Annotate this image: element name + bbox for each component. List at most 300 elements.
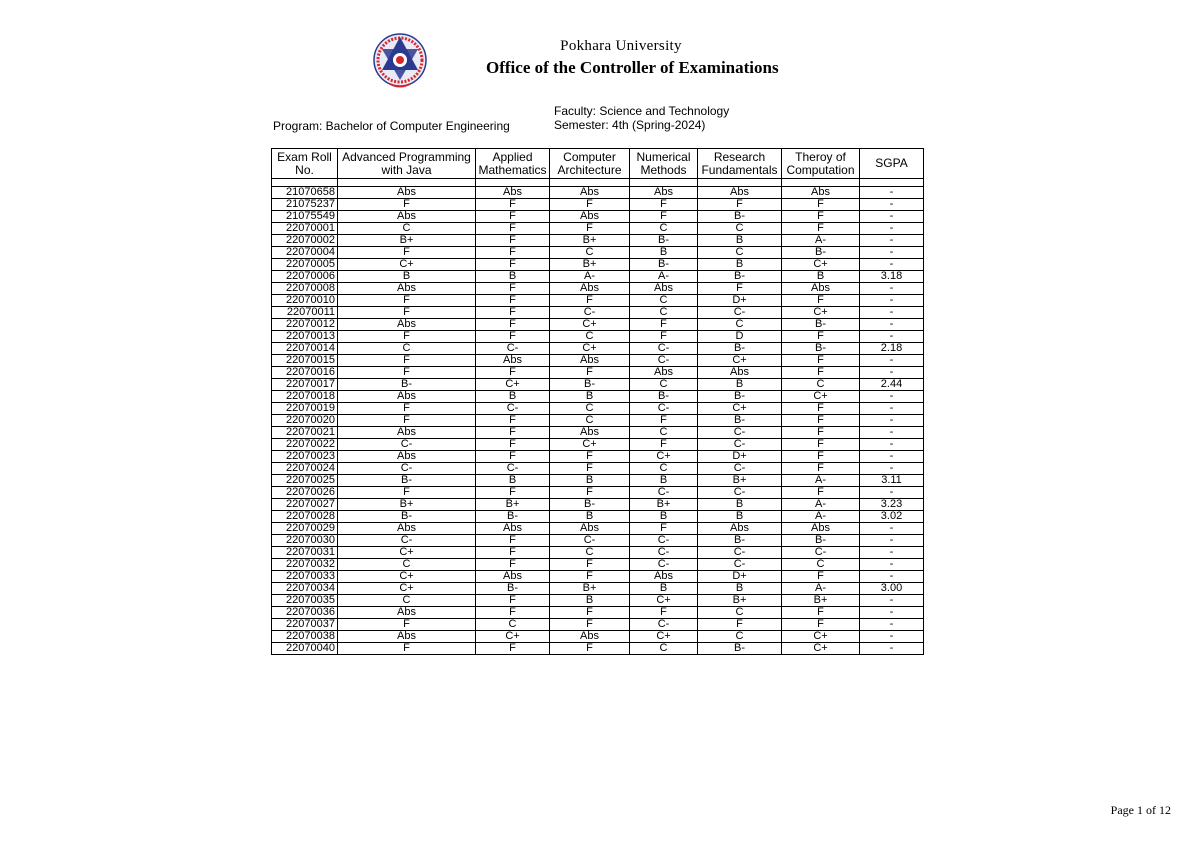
grade-cell: F <box>782 211 860 223</box>
table-row <box>272 475 924 487</box>
grade-cell: Abs <box>476 571 550 583</box>
column-header: Theroy of Computation <box>782 149 860 179</box>
sgpa-cell: 3.02 <box>860 511 924 523</box>
grade-cell: D <box>698 331 782 343</box>
sgpa-cell: 3.18 <box>860 271 924 283</box>
grade-cell: C+ <box>698 403 782 415</box>
grade-cell: F <box>338 307 476 319</box>
grade-cell: B <box>630 511 698 523</box>
grade-cell: A- <box>782 235 860 247</box>
grade-cell: C- <box>630 343 698 355</box>
sgpa-cell: - <box>860 319 924 331</box>
university-header <box>486 38 826 78</box>
grade-cell: B- <box>698 643 782 655</box>
exam-roll-cell: 22070026 <box>272 487 338 499</box>
grade-cell: C- <box>630 619 698 631</box>
grade-cell: B+ <box>476 499 550 511</box>
grade-cell: B- <box>630 235 698 247</box>
grade-cell: C+ <box>476 631 550 643</box>
table-row <box>272 379 924 391</box>
column-header: Numerical Methods <box>630 149 698 179</box>
grade-cell: B+ <box>630 499 698 511</box>
grade-cell: B <box>476 271 550 283</box>
sgpa-cell: - <box>860 523 924 535</box>
grade-cell: F <box>630 331 698 343</box>
grade-cell: Abs <box>550 283 630 295</box>
table-header-row <box>272 149 924 179</box>
grade-cell: F <box>630 607 698 619</box>
sgpa-cell: 2.44 <box>860 379 924 391</box>
grade-cell: B <box>698 511 782 523</box>
grade-cell: B <box>630 475 698 487</box>
sgpa-cell: - <box>860 403 924 415</box>
grade-cell: F <box>476 223 550 235</box>
grade-cell: C- <box>550 307 630 319</box>
grade-cell: B <box>698 379 782 391</box>
table-row <box>272 223 924 235</box>
grade-cell: B <box>630 247 698 259</box>
grade-cell: B- <box>698 343 782 355</box>
grade-cell: B <box>782 271 860 283</box>
grade-cell: Abs <box>550 631 630 643</box>
grade-cell: D+ <box>698 571 782 583</box>
column-header: Research Fundamentals <box>698 149 782 179</box>
grade-cell: F <box>550 643 630 655</box>
grade-cell: F <box>476 559 550 571</box>
grade-cell: F <box>476 247 550 259</box>
grade-cell: F <box>630 439 698 451</box>
grade-cell: B <box>698 583 782 595</box>
grade-cell: C <box>698 607 782 619</box>
grade-cell: C- <box>550 535 630 547</box>
grade-cell: F <box>338 619 476 631</box>
exam-roll-cell: 22070028 <box>272 511 338 523</box>
sgpa-cell: - <box>860 451 924 463</box>
sgpa-cell: - <box>860 607 924 619</box>
grade-cell: F <box>476 283 550 295</box>
grade-cell: F <box>476 643 550 655</box>
exam-roll-cell: 22070005 <box>272 259 338 271</box>
exam-roll-cell: 21070658 <box>272 187 338 199</box>
sgpa-cell: - <box>860 259 924 271</box>
grade-cell: F <box>476 487 550 499</box>
grade-cell: F <box>782 367 860 379</box>
grade-cell: B- <box>698 415 782 427</box>
grade-cell: C- <box>630 535 698 547</box>
exam-roll-cell: 22070029 <box>272 523 338 535</box>
exam-roll-cell: 22070031 <box>272 547 338 559</box>
table-row <box>272 499 924 511</box>
grade-cell: F <box>782 487 860 499</box>
grade-cell: C <box>550 331 630 343</box>
grade-cell: C- <box>630 547 698 559</box>
grade-cell: F <box>338 643 476 655</box>
grade-cell: F <box>782 331 860 343</box>
exam-roll-cell: 22070035 <box>272 595 338 607</box>
grade-cell: B <box>698 499 782 511</box>
grade-cell: B <box>550 391 630 403</box>
exam-roll-cell: 22070014 <box>272 343 338 355</box>
grade-cell: F <box>338 199 476 211</box>
grade-cell: C+ <box>550 439 630 451</box>
grade-cell: F <box>550 463 630 475</box>
table-row <box>272 463 924 475</box>
exam-roll-cell: 22070034 <box>272 583 338 595</box>
table-row <box>272 235 924 247</box>
grade-cell: A- <box>782 583 860 595</box>
exam-roll-cell: 22070006 <box>272 271 338 283</box>
grade-cell: C- <box>630 487 698 499</box>
grade-cell: F <box>476 211 550 223</box>
grade-cell: F <box>476 307 550 319</box>
exam-roll-cell: 22070038 <box>272 631 338 643</box>
grade-cell: Abs <box>338 523 476 535</box>
grade-cell: Abs <box>698 367 782 379</box>
grade-cell: B- <box>338 511 476 523</box>
grade-cell: C- <box>630 559 698 571</box>
grade-cell: C- <box>698 487 782 499</box>
grade-cell: F <box>630 523 698 535</box>
sgpa-cell: - <box>860 199 924 211</box>
grade-cell: F <box>338 247 476 259</box>
table-row <box>272 367 924 379</box>
table-row <box>272 571 924 583</box>
table-row <box>272 355 924 367</box>
grade-cell: B+ <box>338 499 476 511</box>
grade-cell: B- <box>698 535 782 547</box>
table-row <box>272 187 924 199</box>
exam-roll-cell: 22070011 <box>272 307 338 319</box>
grade-cell: C <box>550 415 630 427</box>
grade-cell: B <box>550 475 630 487</box>
grade-cell: B <box>338 271 476 283</box>
grade-cell: Abs <box>630 571 698 583</box>
table-row <box>272 583 924 595</box>
column-header: Advanced Programming with Java <box>338 149 476 179</box>
grade-cell: Abs <box>338 607 476 619</box>
grade-cell: C+ <box>630 595 698 607</box>
grade-cell: Abs <box>338 211 476 223</box>
table-row <box>272 439 924 451</box>
grade-cell: F <box>550 619 630 631</box>
grade-cell: C+ <box>782 259 860 271</box>
exam-roll-cell: 22070027 <box>272 499 338 511</box>
table-row <box>272 259 924 271</box>
exam-roll-cell: 22070012 <box>272 319 338 331</box>
exam-roll-cell: 21075237 <box>272 199 338 211</box>
grade-cell: C+ <box>698 355 782 367</box>
grade-cell: B+ <box>698 475 782 487</box>
grade-cell: F <box>630 415 698 427</box>
grade-cell: C- <box>338 439 476 451</box>
grade-cell: F <box>476 607 550 619</box>
sgpa-cell: - <box>860 487 924 499</box>
sgpa-cell: - <box>860 295 924 307</box>
grade-cell: C- <box>476 463 550 475</box>
grade-cell: F <box>782 415 860 427</box>
grade-cell: B- <box>550 499 630 511</box>
grade-cell: F <box>550 451 630 463</box>
exam-roll-cell: 22070025 <box>272 475 338 487</box>
sgpa-cell: - <box>860 571 924 583</box>
grade-cell: C+ <box>338 571 476 583</box>
exam-roll-cell: 22070015 <box>272 355 338 367</box>
table-row <box>272 619 924 631</box>
table-row <box>272 295 924 307</box>
sgpa-cell: 3.23 <box>860 499 924 511</box>
table-row <box>272 247 924 259</box>
grade-cell: F <box>550 223 630 235</box>
grade-cell: B- <box>698 271 782 283</box>
grade-cell: B- <box>782 247 860 259</box>
grade-cell: B- <box>782 343 860 355</box>
grade-cell: F <box>550 487 630 499</box>
table-row <box>272 211 924 223</box>
table-row <box>272 415 924 427</box>
exam-roll-cell: 21075549 <box>272 211 338 223</box>
sgpa-cell: - <box>860 355 924 367</box>
grade-cell: C <box>550 547 630 559</box>
grade-cell: C+ <box>782 391 860 403</box>
grade-cell: F <box>698 283 782 295</box>
table-row <box>272 523 924 535</box>
table-row <box>272 199 924 211</box>
grade-cell: C- <box>476 343 550 355</box>
table-row <box>272 427 924 439</box>
exam-roll-cell: 22070010 <box>272 295 338 307</box>
grade-cell: Abs <box>782 283 860 295</box>
grade-cell: F <box>782 571 860 583</box>
sgpa-cell: - <box>860 223 924 235</box>
grade-cell: F <box>476 415 550 427</box>
grade-cell: C- <box>698 439 782 451</box>
grade-cell: B- <box>550 379 630 391</box>
table-row <box>272 595 924 607</box>
grade-cell: C+ <box>782 631 860 643</box>
grade-cell: Abs <box>338 319 476 331</box>
exam-roll-cell: 22070004 <box>272 247 338 259</box>
grade-cell: F <box>476 331 550 343</box>
grade-cell: C+ <box>630 631 698 643</box>
exam-roll-cell: 22070033 <box>272 571 338 583</box>
grade-cell: B- <box>630 259 698 271</box>
grade-cell: F <box>782 607 860 619</box>
grade-cell: F <box>782 223 860 235</box>
grade-cell: B <box>630 583 698 595</box>
grade-cell: F <box>782 355 860 367</box>
grade-cell: F <box>338 331 476 343</box>
sgpa-cell: - <box>860 187 924 199</box>
grade-cell: C <box>338 559 476 571</box>
grade-cell: C+ <box>550 319 630 331</box>
grade-cell: F <box>338 355 476 367</box>
grade-cell: C- <box>782 547 860 559</box>
grade-cell: F <box>476 259 550 271</box>
table-row <box>272 283 924 295</box>
grade-cell: B+ <box>550 235 630 247</box>
exam-roll-cell: 22070024 <box>272 463 338 475</box>
grade-cell: B- <box>476 583 550 595</box>
grade-cell: F <box>630 319 698 331</box>
grade-cell: D+ <box>698 295 782 307</box>
grade-cell: Abs <box>550 187 630 199</box>
grade-cell: B+ <box>550 259 630 271</box>
table-row <box>272 607 924 619</box>
grade-cell: C <box>782 559 860 571</box>
exam-roll-cell: 22070018 <box>272 391 338 403</box>
grade-cell: C+ <box>782 307 860 319</box>
grade-cell: C- <box>630 355 698 367</box>
grade-cell: C+ <box>338 547 476 559</box>
grade-cell: F <box>338 403 476 415</box>
grade-cell: C <box>476 619 550 631</box>
grade-cell: Abs <box>698 187 782 199</box>
table-row <box>272 487 924 499</box>
grade-cell: Abs <box>550 355 630 367</box>
grade-cell: B- <box>782 319 860 331</box>
table-row <box>272 391 924 403</box>
grade-cell: C- <box>698 307 782 319</box>
table-row <box>272 559 924 571</box>
table-row <box>272 403 924 415</box>
program-label: Program: Bachelor of Computer Engineering <box>273 119 510 133</box>
grade-cell: B- <box>338 379 476 391</box>
grade-cell: F <box>550 607 630 619</box>
sgpa-cell: 2.18 <box>860 343 924 355</box>
grade-cell: F <box>630 211 698 223</box>
grade-cell: F <box>550 571 630 583</box>
grade-cell: F <box>630 199 698 211</box>
grade-cell: Abs <box>338 283 476 295</box>
grade-cell: C- <box>698 559 782 571</box>
grade-cell: F <box>476 367 550 379</box>
grade-cell: F <box>476 451 550 463</box>
grade-cell: B <box>550 595 630 607</box>
grade-cell: B <box>698 259 782 271</box>
grade-cell: B+ <box>698 595 782 607</box>
grade-cell: D+ <box>698 451 782 463</box>
grade-cell: B <box>698 235 782 247</box>
grade-cell: B <box>476 475 550 487</box>
grade-cell: B <box>476 391 550 403</box>
grade-cell: A- <box>630 271 698 283</box>
grade-cell: C <box>550 403 630 415</box>
table-row <box>272 643 924 655</box>
grade-cell: C <box>550 247 630 259</box>
exam-roll-cell: 22070002 <box>272 235 338 247</box>
grade-cell: F <box>782 427 860 439</box>
sgpa-cell: - <box>860 211 924 223</box>
grade-cell: F <box>338 415 476 427</box>
grade-cell: Abs <box>550 427 630 439</box>
grade-cell: C <box>630 463 698 475</box>
column-header: Exam Roll No. <box>272 149 338 179</box>
grade-cell: B- <box>698 211 782 223</box>
grade-cell: Abs <box>550 523 630 535</box>
sgpa-cell: - <box>860 595 924 607</box>
column-header: Computer Architecture <box>550 149 630 179</box>
sgpa-cell: - <box>860 535 924 547</box>
grade-cell: C <box>698 319 782 331</box>
exam-roll-cell: 22070032 <box>272 559 338 571</box>
grade-cell: C <box>338 595 476 607</box>
grade-cell: C <box>698 247 782 259</box>
grade-cell: Abs <box>630 283 698 295</box>
grade-cell: F <box>338 295 476 307</box>
grade-cell: F <box>338 487 476 499</box>
grade-cell: C+ <box>550 343 630 355</box>
exam-roll-cell: 22070013 <box>272 331 338 343</box>
grade-cell: F <box>782 451 860 463</box>
grade-cell: C <box>630 379 698 391</box>
table-row <box>272 343 924 355</box>
university-name: Pokhara University <box>560 38 682 54</box>
grade-cell: B- <box>338 475 476 487</box>
sgpa-cell: - <box>860 547 924 559</box>
column-header: Applied Mathematics <box>476 149 550 179</box>
grade-cell: B- <box>782 535 860 547</box>
grade-cell: F <box>698 619 782 631</box>
grade-cell: C <box>630 643 698 655</box>
grade-cell: C- <box>338 535 476 547</box>
grade-cell: C- <box>698 427 782 439</box>
column-header: SGPA <box>860 149 924 179</box>
grade-cell: F <box>782 463 860 475</box>
grade-cell: F <box>476 427 550 439</box>
grade-cell: C- <box>698 463 782 475</box>
exam-roll-cell: 22070036 <box>272 607 338 619</box>
grade-cell: Abs <box>338 391 476 403</box>
grade-cell: B- <box>476 511 550 523</box>
grade-cell: C- <box>630 403 698 415</box>
grade-cell: B- <box>698 391 782 403</box>
grade-cell: F <box>550 559 630 571</box>
grade-cell: Abs <box>782 523 860 535</box>
grade-cell: F <box>782 199 860 211</box>
grade-cell: C <box>338 223 476 235</box>
page-number: Page 1 of 12 <box>1110 803 1171 817</box>
exam-roll-cell: 22070021 <box>272 427 338 439</box>
sgpa-cell: - <box>860 463 924 475</box>
table-row <box>272 271 924 283</box>
grade-cell: Abs <box>476 523 550 535</box>
exam-roll-cell: 22070019 <box>272 403 338 415</box>
grade-cell: F <box>476 595 550 607</box>
grade-cell: B+ <box>338 235 476 247</box>
office-title: Office of the Controller of Examinations <box>486 58 779 77</box>
faculty-label: Faculty: Science and Technology <box>554 104 730 118</box>
grade-cell: C+ <box>782 643 860 655</box>
exam-roll-cell: 22070040 <box>272 643 338 655</box>
sgpa-cell: 3.11 <box>860 475 924 487</box>
exam-roll-cell: 22070022 <box>272 439 338 451</box>
sgpa-cell: 3.00 <box>860 583 924 595</box>
sgpa-cell: - <box>860 415 924 427</box>
grade-cell: C <box>630 427 698 439</box>
sgpa-cell: - <box>860 427 924 439</box>
grade-cell: F <box>476 535 550 547</box>
results-table <box>271 148 924 655</box>
table-row <box>272 331 924 343</box>
grade-cell: Abs <box>630 367 698 379</box>
grade-cell: F <box>782 403 860 415</box>
exam-roll-cell: 22070037 <box>272 619 338 631</box>
faculty-semester-block <box>554 104 729 132</box>
sgpa-cell: - <box>860 391 924 403</box>
exam-roll-cell: 22070016 <box>272 367 338 379</box>
exam-roll-cell: 22070008 <box>272 283 338 295</box>
grade-cell: F <box>338 367 476 379</box>
